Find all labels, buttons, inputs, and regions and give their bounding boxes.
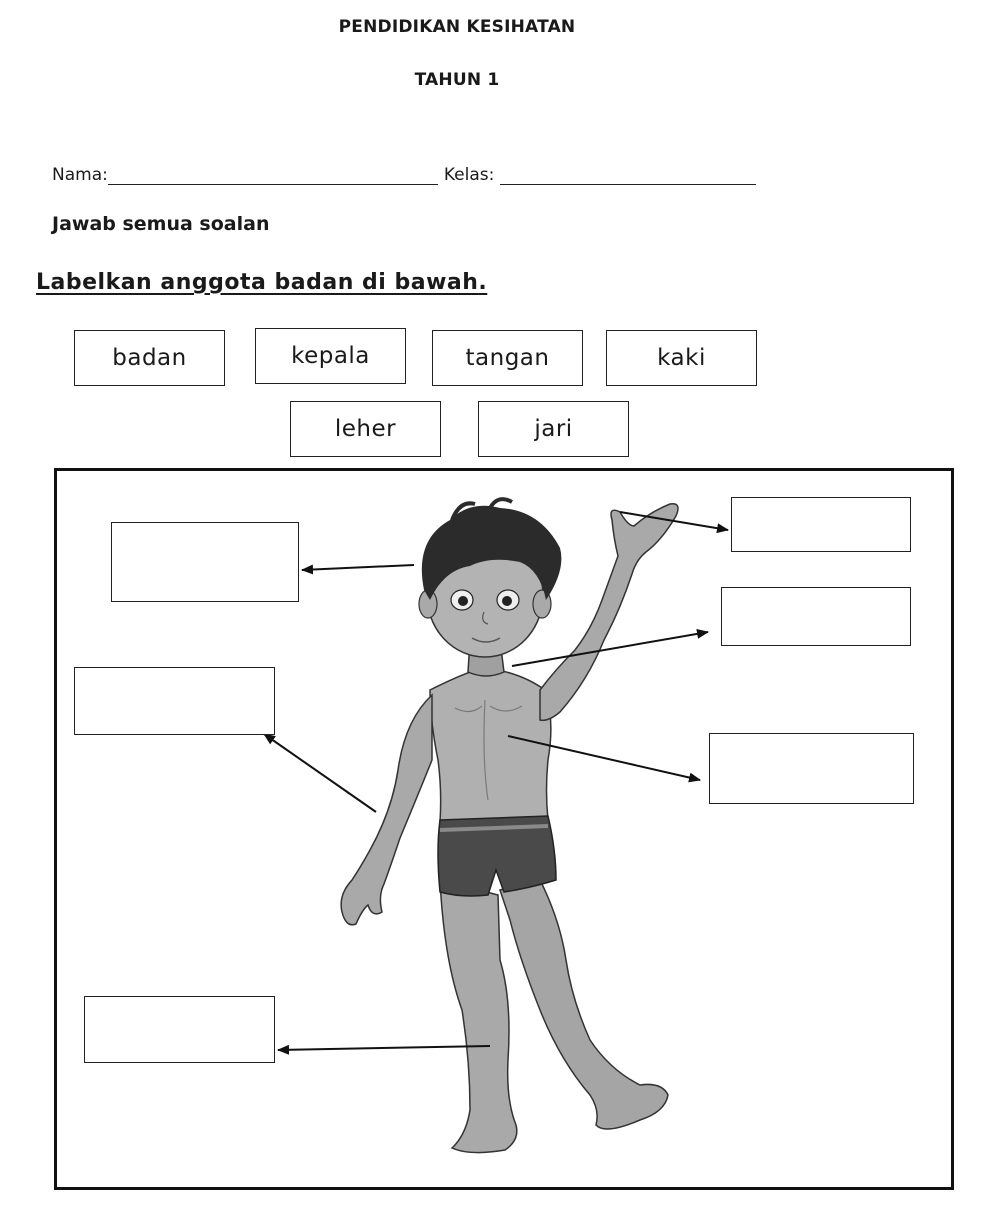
- arrow-neck: [512, 632, 708, 666]
- answer-box-fingers[interactable]: [731, 497, 911, 552]
- task-title-text: Labelkan anggota badan di bawah: [36, 270, 479, 295]
- worksheet-year-title: TAHUN 1: [414, 70, 500, 90]
- arrow-arm: [264, 734, 376, 812]
- class-label: Kelas:: [443, 165, 495, 185]
- word-bank-item[interactable]: kepala: [255, 328, 406, 384]
- answer-box-leg[interactable]: [84, 996, 275, 1063]
- answer-box-arm[interactable]: [74, 667, 275, 735]
- boy-figure: [341, 499, 678, 1152]
- word-bank-item[interactable]: badan: [74, 330, 225, 386]
- answer-box-body[interactable]: [709, 733, 914, 804]
- word-bank-item[interactable]: tangan: [432, 330, 583, 386]
- arrow-leg: [278, 1046, 490, 1050]
- instruction-text: Jawab semua soalan: [52, 213, 270, 235]
- word-bank-item[interactable]: kaki: [606, 330, 757, 386]
- word-bank-item[interactable]: jari: [478, 401, 629, 457]
- answer-box-neck[interactable]: [721, 587, 911, 646]
- answer-box-head[interactable]: [111, 522, 299, 602]
- task-title-end: .: [478, 270, 488, 295]
- word-bank-item[interactable]: leher: [290, 401, 441, 457]
- worksheet-subject-title: PENDIDIKAN KESIHATAN: [338, 17, 576, 37]
- arrow-head: [302, 565, 414, 570]
- name-label: Nama:: [52, 165, 108, 185]
